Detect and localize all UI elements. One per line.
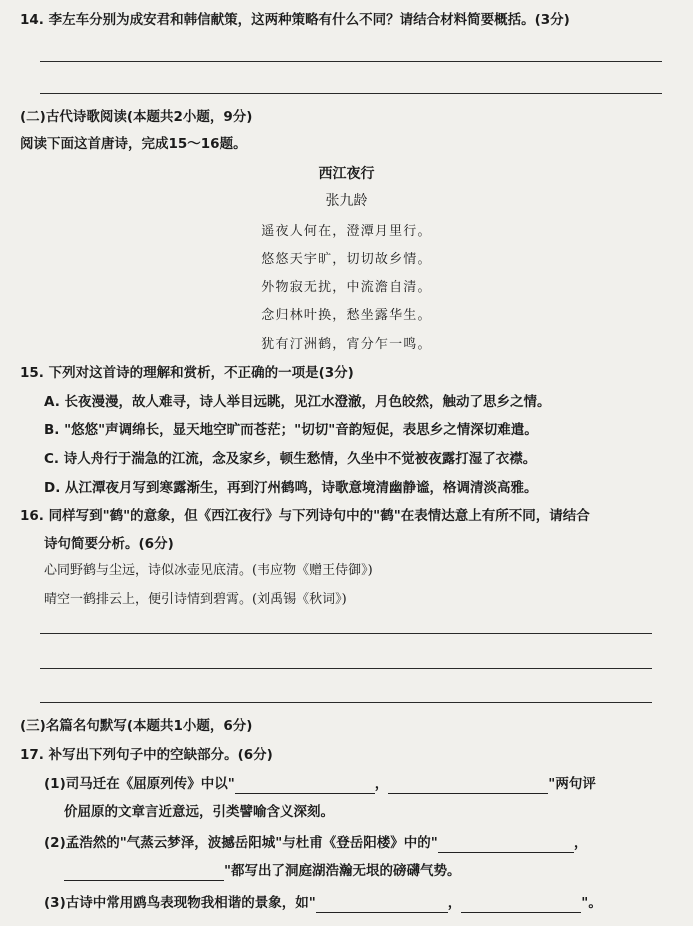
fill-blank[interactable] <box>388 779 548 794</box>
answer-line <box>40 93 662 94</box>
comma: ， <box>573 835 588 851</box>
poem-title: 西江夜行 <box>318 166 375 182</box>
poem-line: 犹有汀洲鹤，宵分乍一鸣。 <box>261 337 432 352</box>
item-2-prefix: (2)孟浩然的"气蒸云梦泽，波撼岳阳城"与杜甫《登岳阳楼》中的" <box>44 835 438 851</box>
option-d: D. 从江潭夜月写到寒露渐生，再到汀州鹤鸣，诗歌意境清幽静谧，格调清淡高雅。 <box>44 480 538 496</box>
item-1-cont: 价屈原的文章言近意远，引类譬喻含义深刻。 <box>64 804 334 820</box>
comma: ， <box>447 895 462 911</box>
question-16: 16. 同样写到"鹤"的意象，但《西江夜行》与下列诗句中的"鹤"在表情达意上有所不同，请结合 <box>20 508 590 524</box>
fill-blank[interactable] <box>438 838 574 853</box>
option-a: A. 长夜漫漫，故人难寻，诗人举目远眺，见江水澄澈，月色皎然，触动了思乡之情。 <box>44 394 551 410</box>
item-3-prefix: (3)古诗中常用鸥鸟表现物我相谐的景象，如" <box>44 895 316 911</box>
item-1-suffix: "两句评 <box>548 776 596 792</box>
option-b: B. "悠悠"声调绵长，显天地空旷而苍茫；"切切"音韵短促，表思乡之情深切难遣。 <box>44 422 538 438</box>
item-3 <box>44 893 602 913</box>
fill-blank[interactable] <box>235 779 375 794</box>
item-2-suffix: "都写出了洞庭湖浩瀚无垠的磅礴气势。 <box>224 863 461 879</box>
poem-author: 张九龄 <box>325 193 368 209</box>
answer-line <box>40 61 662 62</box>
section-instruction: 阅读下面这首唐诗，完成15～16题。 <box>20 136 247 152</box>
section-heading: (二)古代诗歌阅读(本题共2小题，9分) <box>20 109 253 125</box>
quote-2: 晴空一鹤排云上，便引诗情到碧霄。(刘禹锡《秋词》) <box>44 592 347 607</box>
question-17: 17. 补写出下列句子中的空缺部分。(6分) <box>20 747 273 763</box>
fill-blank[interactable] <box>64 866 224 881</box>
question-15: 15. 下列对这首诗的理解和赏析，不正确的一项是(3分) <box>20 365 354 381</box>
comma: ， <box>374 776 389 792</box>
item-3-end: "。 <box>581 895 602 911</box>
poem-line: 念归林叶换，愁坐露华生。 <box>261 308 432 323</box>
poem-line: 遥夜人何在，澄潭月里行。 <box>261 224 432 239</box>
item-2 <box>44 833 587 853</box>
answer-line <box>40 633 652 634</box>
fill-blank[interactable] <box>461 898 581 913</box>
quote-1: 心同野鹤与尘远，诗似冰壶见底清。(韦应物《赠王侍御》) <box>44 563 373 578</box>
section-heading: (三)名篇名句默写(本题共1小题，6分) <box>20 718 253 734</box>
question-14: 14. 李左车分别为成安君和韩信献策，这两种策略有什么不同？请结合材料简要概括。(3分) <box>20 12 570 28</box>
option-c: C. 诗人舟行于湍急的江流，念及家乡，顿生愁情，久坐中不觉被夜露打湿了衣襟。 <box>44 451 537 467</box>
fill-blank[interactable] <box>316 898 448 913</box>
item-2-cont <box>64 861 461 881</box>
answer-line <box>40 668 652 669</box>
item-1 <box>44 774 596 794</box>
item-1-prefix: (1)司马迁在《屈原列传》中以" <box>44 776 235 792</box>
poem-line: 外物寂无扰，中流澹自清。 <box>261 280 432 295</box>
poem-line: 悠悠天宇旷，切切故乡情。 <box>261 252 432 267</box>
question-16-cont: 诗句简要分析。(6分) <box>44 536 174 552</box>
answer-line <box>40 702 652 703</box>
